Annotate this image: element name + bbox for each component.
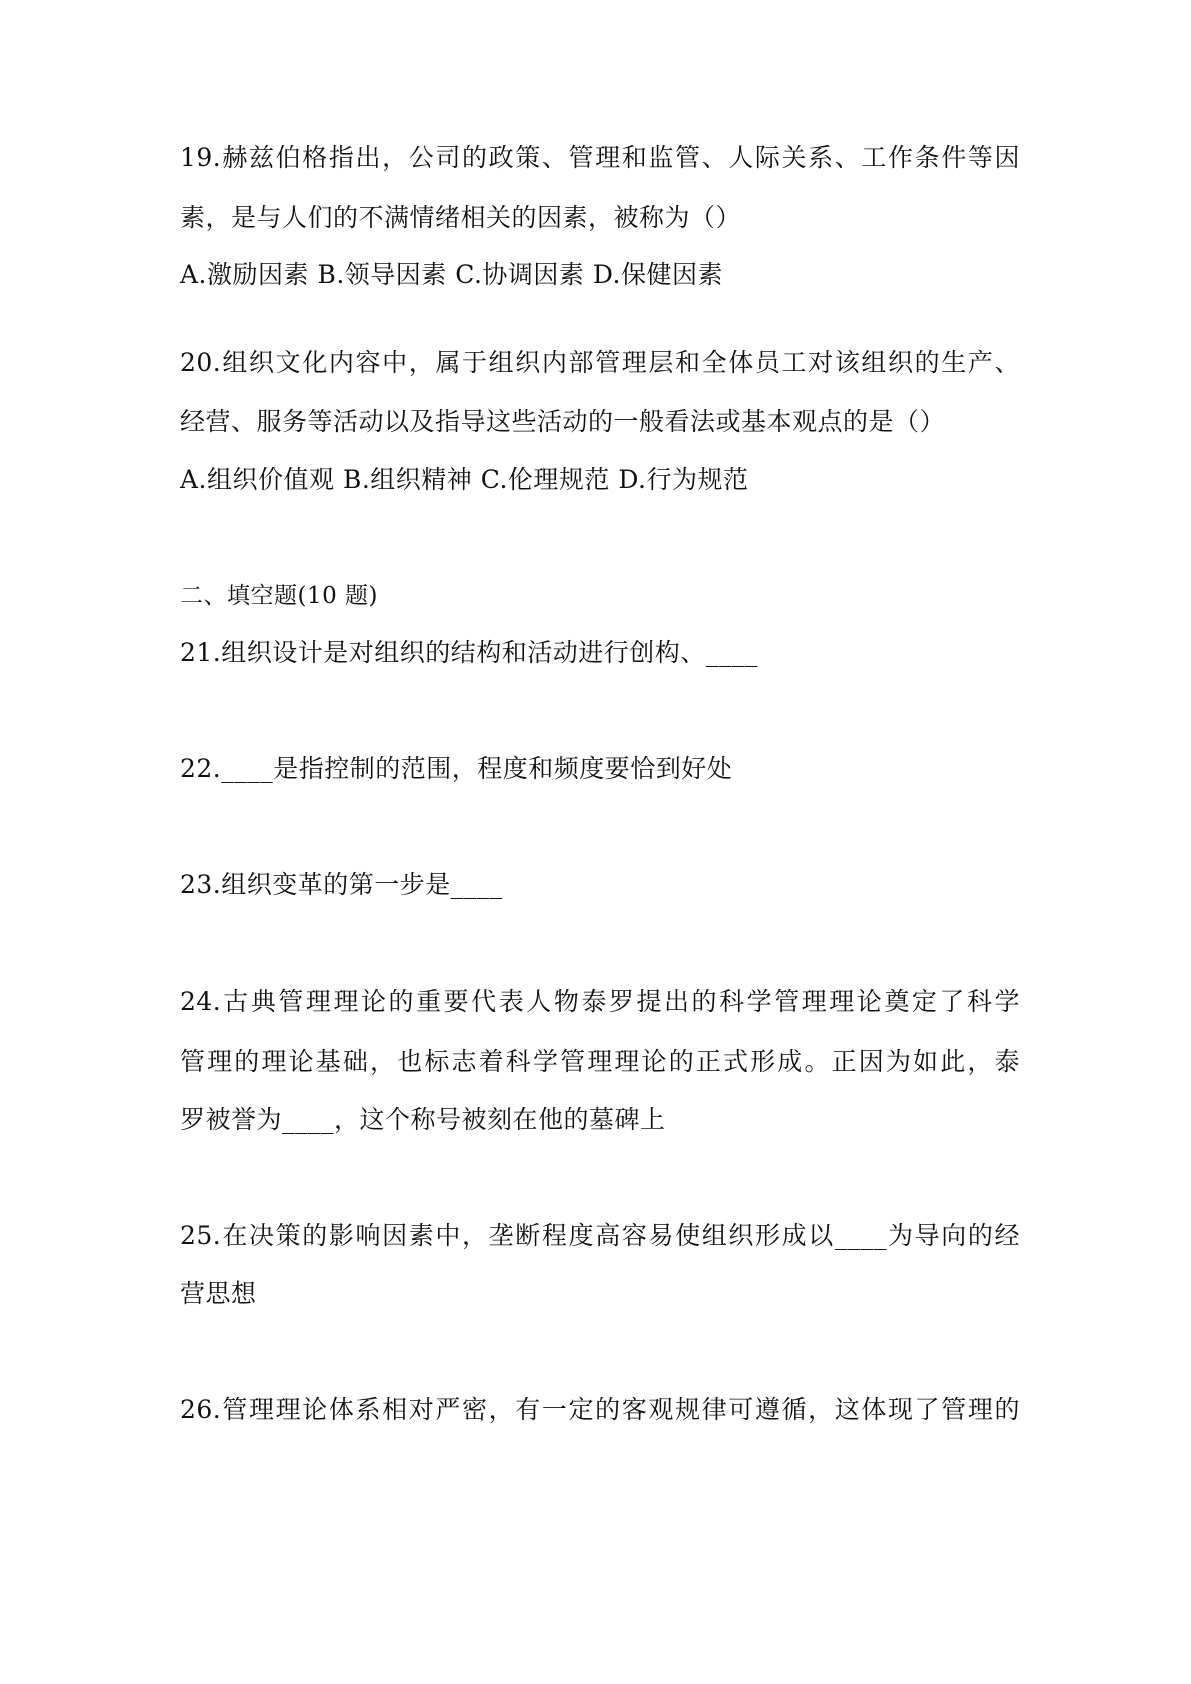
- question-20-options: A.组织价值观 B.组织精神 C.伦理规范 D.行为规范: [180, 465, 749, 494]
- question-20-line-1: 20.组织文化内容中，属于组织内部管理层和全体员工对该组织的生产、: [180, 348, 1020, 377]
- question-25-line-2: 营思想: [180, 1279, 257, 1308]
- question-24-line-3: 罗被誉为____，这个称号被刻在他的墓碑上: [180, 1105, 666, 1134]
- question-25-line-1: 25.在决策的影响因素中，垄断程度高容易使组织形成以____为导向的经: [180, 1221, 1020, 1250]
- question-24-line-2: 管理的理论基础，也标志着科学管理理论的正式形成。正因为如此，泰: [180, 1047, 1020, 1076]
- question-19-line-2: 素，是与人们的不满情绪相关的因素，被称为（）: [180, 203, 742, 232]
- question-24-line-1: 24.古典管理理论的重要代表人物泰罗提出的科学管理理论奠定了科学: [180, 987, 1020, 1016]
- question-22: 22.____是指控制的范围，程度和频度要恰到好处: [180, 754, 733, 783]
- question-20-line-2: 经营、服务等活动以及指导这些活动的一般看法或基本观点的是（）: [180, 407, 946, 436]
- question-21: 21.组织设计是对组织的结构和活动进行创构、____: [180, 638, 758, 667]
- question-23: 23.组织变革的第一步是____: [180, 870, 503, 899]
- question-19-line-1: 19.赫兹伯格指出，公司的政策、管理和监管、人际关系、工作条件等因: [180, 143, 1020, 172]
- section-title-fill-in-blank: 二、填空题(10 题): [180, 583, 379, 609]
- question-19-options: A.激励因素 B.领导因素 C.协调因素 D.保健因素: [180, 260, 723, 289]
- question-26-line-1: 26.管理理论体系相对严密，有一定的客观规律可遵循，这体现了管理的: [180, 1395, 1020, 1424]
